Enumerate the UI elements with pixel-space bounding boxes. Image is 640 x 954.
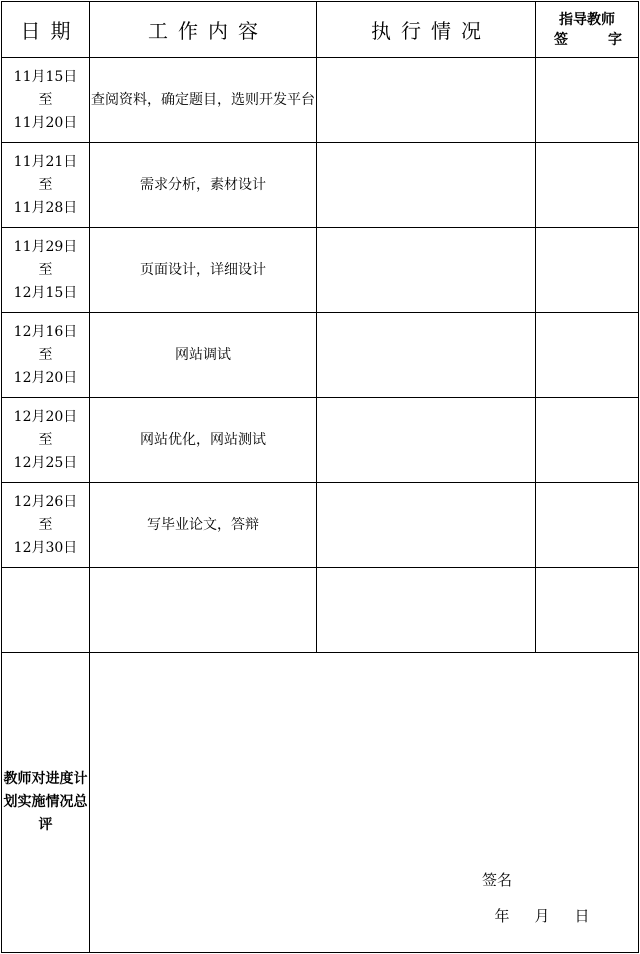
sign-cell[interactable] <box>536 228 639 313</box>
work-cell: 页面设计，详细设计 <box>90 228 317 313</box>
sign-cell[interactable] <box>536 58 639 143</box>
sign-cell[interactable] <box>536 483 639 568</box>
signature-label: 签名 <box>482 871 513 889</box>
date-cell: 11月29日 至 12月15日 <box>2 228 90 313</box>
sign-cell[interactable] <box>536 398 639 483</box>
exec-cell[interactable] <box>317 398 536 483</box>
date-cell: 12月20日 至 12月25日 <box>2 398 90 483</box>
work-cell-empty[interactable] <box>90 568 317 653</box>
exec-cell[interactable] <box>317 228 536 313</box>
work-cell: 写毕业论文，答辩 <box>90 483 317 568</box>
date-cell-empty[interactable] <box>2 568 90 653</box>
exec-cell[interactable] <box>317 58 536 143</box>
summary-row <box>2 653 639 953</box>
header-teacher-sign: 指导教师 签 字 <box>536 2 639 58</box>
date-cell: 11月21日 至 11月28日 <box>2 143 90 228</box>
summary-comment-area[interactable] <box>90 653 639 953</box>
table-row <box>2 58 639 143</box>
exec-cell[interactable] <box>317 483 536 568</box>
header-row <box>2 2 639 58</box>
progress-schedule-table <box>1 1 639 953</box>
table-row <box>2 228 639 313</box>
exec-cell-empty[interactable] <box>317 568 536 653</box>
day-label: 日 <box>574 907 590 925</box>
work-cell: 网站优化，网站测试 <box>90 398 317 483</box>
year-label: 年 <box>494 907 510 925</box>
header-work: 工作内容 <box>90 2 317 58</box>
exec-cell[interactable] <box>317 313 536 398</box>
header-exec: 执行情况 <box>317 2 536 58</box>
month-label: 月 <box>534 907 550 925</box>
work-cell: 网站调试 <box>90 313 317 398</box>
date-cell: 11月15日 至 11月20日 <box>2 58 90 143</box>
signature-date <box>482 905 602 926</box>
sign-cell[interactable] <box>536 313 639 398</box>
date-cell: 12月16日 至 12月20日 <box>2 313 90 398</box>
exec-cell[interactable] <box>317 143 536 228</box>
sign-cell[interactable] <box>536 143 639 228</box>
table-row <box>2 483 639 568</box>
table-row <box>2 398 639 483</box>
table-row <box>2 143 639 228</box>
work-cell: 查阅资料，确定题目，选则开发平台 <box>90 58 317 143</box>
work-cell: 需求分析，素材设计 <box>90 143 317 228</box>
table-row <box>2 313 639 398</box>
date-cell: 12月26日 至 12月30日 <box>2 483 90 568</box>
empty-row <box>2 568 639 653</box>
sign-cell-empty[interactable] <box>536 568 639 653</box>
header-date: 日期 <box>2 2 90 58</box>
summary-label: 教师对进度计划实施情况总评 <box>2 653 90 953</box>
